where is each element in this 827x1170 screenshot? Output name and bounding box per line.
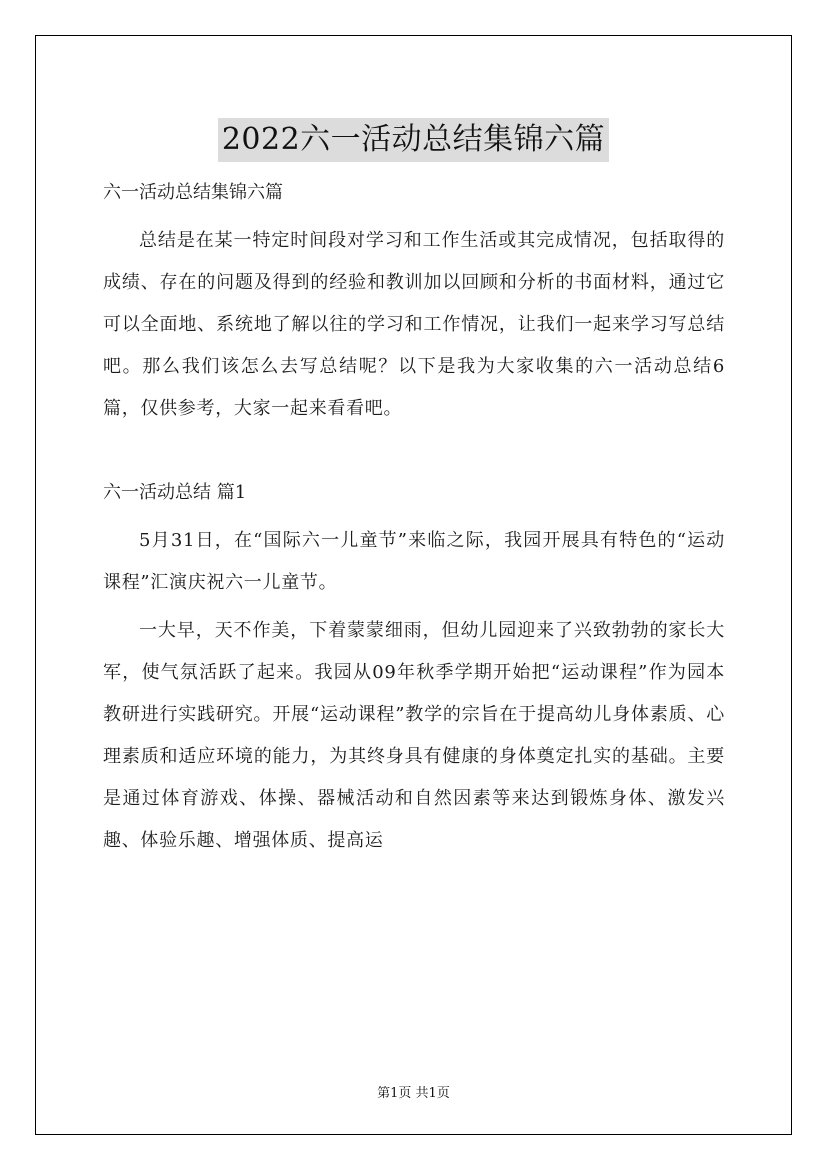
page-footer: 第1页 共1页 <box>377 1086 450 1101</box>
document-title: 2022六一活动总结集锦六篇 <box>218 118 609 162</box>
intro-paragraph: 总结是在某一特定时间段对学习和工作生活或其完成情况，包括取得的成绩、存在的问题及得到的经验和教训加以回顾和分析的书面材料，通过它可以全面地、系统地了解以往的学习和工作情况，让我们一起来学习写总结吧。那么我们该怎么去写总结呢？以下是我为大家收集的六一活动总结6篇，仅供参考，大家一起来看看吧。 <box>103 230 725 419</box>
section-heading: 六一活动总结 篇1 <box>103 482 247 503</box>
body-paragraph-1: 5月31日，在“国际六一儿童节”来临之际，我园开展具有特色的“运动课程”汇演庆祝六一儿童节。 <box>103 530 725 593</box>
document-subtitle: 六一活动总结集锦六篇 <box>103 182 283 203</box>
document-body <box>103 172 725 862</box>
body-paragraph-2: 一大早，天不作美，下着蒙蒙细雨，但幼儿园迎来了兴致勃勃的家长大军，使气氛活跃了起来。我园从09年秋季学期开始把“运动课程”作为园本教研进行实践研究。开展“运动课程”教学的宗旨在于提高幼儿身体素质、心理素质和适应环境的能力，为其终身具有健康的身体奠定扎实的基础。主要是通过体育游戏、体操、器械活动和自然因素等来达到锻炼身体、激发兴趣、体验乐趣、增强体质、提高运 <box>103 620 725 851</box>
title-container <box>0 98 827 182</box>
